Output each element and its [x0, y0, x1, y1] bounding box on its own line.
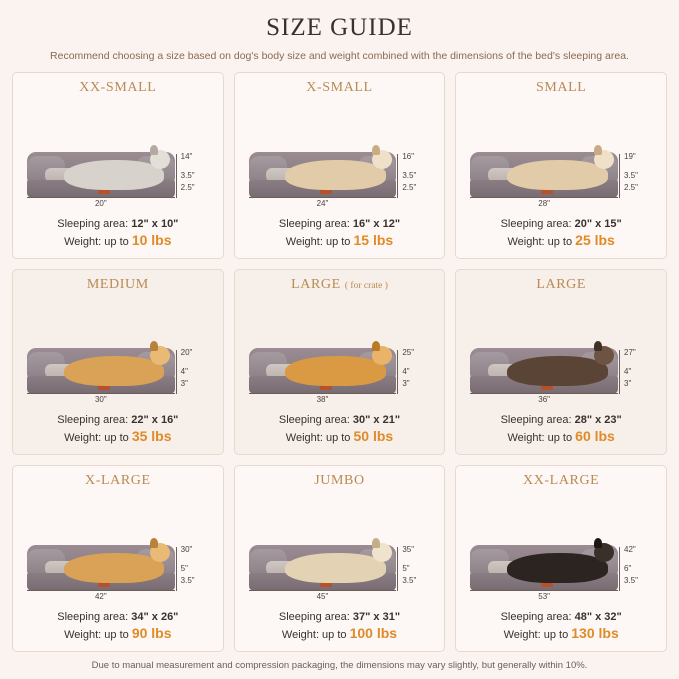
sleeping-area-row	[21, 412, 215, 428]
sleeping-area-value: 22" x 16"	[131, 414, 179, 427]
dimension-bolster-height: 3.5"	[624, 170, 638, 180]
pet-illustration	[285, 553, 386, 583]
sleeping-area-label: Sleeping area:	[57, 611, 129, 623]
weight-value: 60 lbs	[575, 428, 615, 445]
weight-value: 15 lbs	[353, 231, 394, 248]
brand-tag-icon	[98, 385, 110, 390]
dimension-base-height: 3"	[180, 379, 188, 389]
dimension-overall-height: 20"	[180, 348, 193, 358]
sleeping-area-value: 20" x 15"	[574, 217, 622, 230]
dimension-width: 30"	[27, 393, 175, 404]
page-subtitle: Recommend choosing a size based on dog's body size and weight combined with the dimensions of the bed's sleeping area.	[50, 50, 629, 62]
size-card	[234, 72, 446, 259]
sleeping-area-label: Sleeping area:	[57, 414, 129, 427]
weight-row	[21, 428, 215, 446]
sleeping-area-row	[464, 609, 658, 625]
dimension-bolster-height: 3.5"	[402, 170, 417, 180]
weight-row	[243, 428, 437, 446]
pet-illustration	[285, 356, 386, 386]
dimension-width: 38"	[249, 393, 397, 404]
bed-illustration	[21, 295, 215, 411]
card-title: X-LARGE	[85, 473, 151, 489]
bed-illustration	[21, 491, 215, 607]
dimension-bolster-height: 5"	[180, 564, 188, 573]
weight-row	[243, 232, 437, 250]
dimension-overall-height: 42"	[624, 545, 636, 554]
pet-ear	[150, 145, 158, 155]
brand-tag-icon	[320, 385, 332, 390]
dimension-width: 42"	[27, 590, 175, 601]
dimension-base-height: 2.5"	[180, 182, 195, 192]
pet-illustration	[285, 160, 386, 190]
dimension-line-vertical	[176, 350, 177, 394]
disclaimer-note: Due to manual measurement and compression packaging, the dimensions may vary slightly, but generally within 10%.	[91, 660, 588, 671]
dimension-line-vertical	[619, 547, 620, 591]
weight-value: 10 lbs	[131, 231, 172, 248]
card-title: X-SMALL	[306, 80, 373, 95]
dimension-overall-height: 30"	[180, 545, 193, 554]
dimension-bolster-height: 4"	[180, 367, 188, 377]
sleeping-area-value: 37" x 31"	[352, 611, 401, 623]
pet-illustration	[507, 553, 608, 583]
weight-label: Weight: up to	[503, 629, 569, 641]
sleeping-area-row	[21, 216, 215, 232]
card-title: JUMBO	[314, 473, 365, 489]
pet-illustration	[64, 553, 165, 583]
sleeping-area-row	[243, 412, 437, 428]
height-dimensions	[618, 547, 656, 593]
dimension-overall-height: 27"	[624, 348, 636, 358]
sleeping-area-row	[243, 609, 437, 625]
card-specs	[464, 410, 658, 446]
size-card	[12, 465, 224, 652]
weight-value: 130 lbs	[571, 625, 619, 641]
card-specs	[21, 214, 215, 250]
bed-illustration	[21, 98, 215, 214]
dimension-line-vertical	[397, 547, 398, 591]
pet-ear	[594, 341, 602, 351]
sleeping-area-label: Sleeping area:	[278, 611, 350, 623]
pet-ear	[150, 538, 158, 548]
dimension-line-vertical	[619, 350, 620, 394]
weight-row	[464, 625, 658, 643]
dimension-base-height: 3"	[402, 379, 410, 389]
weight-label: Weight: up to	[64, 629, 129, 641]
pet-ear	[372, 341, 380, 351]
weight-label: Weight: up to	[507, 235, 573, 248]
weight-value: 50 lbs	[353, 428, 394, 445]
weight-label: Weight: up to	[64, 235, 129, 248]
height-dimensions	[396, 547, 434, 593]
card-title-note: ( for crate )	[344, 280, 388, 291]
sleeping-area-label: Sleeping area:	[500, 217, 572, 230]
weight-row	[21, 625, 215, 643]
dimension-width: 28"	[470, 197, 618, 208]
bed-illustration	[243, 295, 437, 411]
dimension-base-height: 2.5"	[402, 182, 417, 192]
card-title: LARGE	[536, 276, 586, 292]
bed-illustration	[243, 491, 437, 607]
dimension-overall-height: 14"	[180, 151, 193, 161]
dimension-base-height: 3.5"	[402, 576, 417, 585]
pet-ear	[594, 538, 602, 548]
sleeping-area-label: Sleeping area:	[278, 414, 350, 427]
weight-label: Weight: up to	[285, 432, 351, 445]
pet-ear	[372, 538, 380, 548]
size-card	[234, 269, 446, 456]
height-dimensions	[618, 151, 656, 200]
card-specs	[464, 607, 658, 643]
dimension-base-height: 2.5"	[624, 182, 638, 192]
bed-illustration	[464, 98, 658, 214]
card-specs	[243, 410, 437, 446]
dimension-width: 36"	[470, 393, 618, 404]
page-title: SIZE GUIDE	[266, 14, 413, 41]
weight-value: 35 lbs	[131, 428, 172, 445]
sleeping-area-value: 16" x 12"	[352, 217, 401, 230]
pet-illustration	[507, 160, 608, 190]
dimension-overall-height: 35"	[402, 545, 415, 554]
card-title: XX-SMALL	[79, 80, 157, 95]
weight-label: Weight: up to	[285, 235, 351, 248]
size-card	[455, 72, 667, 259]
weight-row	[464, 428, 658, 446]
sleeping-area-label: Sleeping area:	[278, 217, 350, 230]
pet-illustration	[507, 356, 608, 386]
weight-label: Weight: up to	[281, 629, 347, 641]
card-title: SMALL	[535, 80, 587, 95]
weight-row	[464, 232, 658, 250]
dimension-bolster-height: 3.5"	[180, 170, 195, 180]
sleeping-area-label: Sleeping area:	[500, 611, 572, 623]
weight-row	[21, 232, 215, 250]
pet-ear	[372, 145, 380, 155]
size-card	[455, 269, 667, 456]
card-specs	[243, 214, 437, 250]
dimension-width: 24"	[249, 197, 397, 208]
card-title: MEDIUM	[86, 276, 149, 292]
sleeping-area-row	[243, 216, 437, 232]
pet-ear	[594, 145, 602, 155]
sleeping-area-value: 28" x 23"	[574, 414, 622, 427]
bed-illustration	[464, 491, 658, 607]
dimension-line-vertical	[619, 154, 620, 198]
card-title: XX-LARGE	[522, 473, 600, 489]
dimension-line-vertical	[176, 547, 177, 591]
dimension-overall-height: 19"	[624, 151, 636, 161]
bed-illustration	[464, 295, 658, 411]
dimension-bolster-height: 5"	[402, 564, 410, 573]
dimension-bolster-height: 6"	[624, 564, 632, 573]
sleeping-area-value: 30" x 21"	[352, 414, 401, 427]
weight-label: Weight: up to	[507, 432, 573, 445]
card-specs	[21, 607, 215, 643]
sleeping-area-row	[464, 216, 658, 232]
pet-ear	[150, 341, 158, 351]
size-card	[234, 465, 446, 652]
card-title: LARGE ( for crate )	[291, 276, 388, 292]
size-card	[12, 72, 224, 259]
sleeping-area-value: 12" x 10"	[131, 217, 179, 230]
card-specs	[21, 410, 215, 446]
dimension-base-height: 3.5"	[180, 576, 195, 585]
height-dimensions	[396, 350, 434, 396]
weight-value: 25 lbs	[575, 231, 615, 248]
dimension-line-vertical	[397, 350, 398, 394]
card-specs	[464, 214, 658, 250]
height-dimensions	[618, 350, 656, 396]
weight-row	[243, 625, 437, 643]
size-card	[12, 269, 224, 456]
dimension-bolster-height: 4"	[624, 367, 632, 377]
dimension-line-vertical	[397, 154, 398, 198]
dimension-base-height: 3.5"	[624, 576, 638, 585]
pet-illustration	[64, 160, 165, 190]
height-dimensions	[175, 547, 213, 593]
dimension-width: 45"	[249, 590, 397, 601]
size-card	[455, 465, 667, 652]
sleeping-area-value: 34" x 26"	[131, 611, 179, 623]
dimension-overall-height: 25"	[402, 348, 415, 358]
brand-tag-icon	[541, 385, 553, 390]
sleeping-area-row	[464, 412, 658, 428]
height-dimensions	[396, 151, 434, 200]
sleeping-area-value: 48" x 32"	[574, 611, 622, 623]
dimension-overall-height: 16"	[402, 151, 415, 161]
card-specs	[243, 607, 437, 643]
height-dimensions	[175, 151, 213, 200]
weight-label: Weight: up to	[64, 432, 129, 445]
weight-value: 90 lbs	[131, 625, 172, 641]
sleeping-area-row	[21, 609, 215, 625]
bed-illustration	[243, 98, 437, 214]
dimension-base-height: 3"	[624, 379, 632, 389]
dimension-width: 53"	[470, 590, 618, 601]
dimension-bolster-height: 4"	[402, 367, 410, 377]
size-card-grid	[12, 72, 667, 652]
pet-illustration	[64, 356, 165, 386]
sleeping-area-label: Sleeping area:	[500, 414, 572, 427]
sleeping-area-label: Sleeping area:	[57, 217, 129, 230]
dimension-line-vertical	[176, 154, 177, 198]
dimension-width: 20"	[27, 197, 175, 208]
height-dimensions	[175, 350, 213, 396]
weight-value: 100 lbs	[349, 625, 398, 641]
